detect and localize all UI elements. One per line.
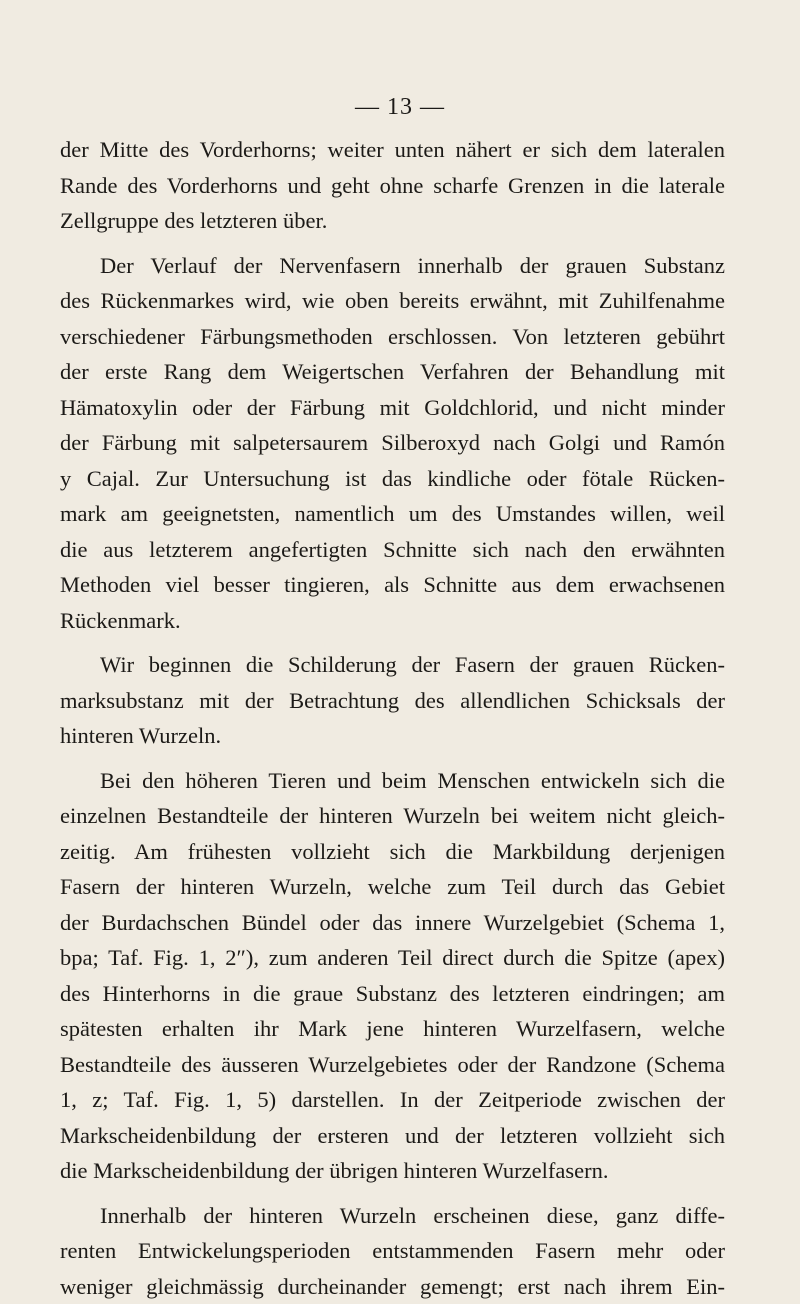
text-line: verschiedener Färbungsmethoden erschlossen. Von letzteren gebührt — [60, 319, 725, 355]
text-line: hinteren Wurzeln. — [60, 718, 725, 754]
text-line: Bestandteile des äusseren Wurzelgebietes oder der Randzone (Schema — [60, 1047, 725, 1083]
text-line: Rande des Vorderhorns und geht ohne scharfe Grenzen in die laterale — [60, 168, 725, 204]
text-line: Zellgruppe des letzteren über. — [60, 203, 725, 239]
text-line: marksubstanz mit der Betrachtung des allendlichen Schicksals der — [60, 683, 725, 719]
text-line: mark am geeignetsten, namentlich um des Umstandes willen, weil — [60, 496, 725, 532]
text-line: Methoden viel besser tingieren, als Schnitte aus dem erwachsenen — [60, 567, 725, 603]
text-line: 1, z; Taf. Fig. 1, 5) darstellen. In der Zeitperiode zwischen der — [60, 1082, 725, 1118]
paragraph — [60, 647, 725, 754]
text-line: Hämatoxylin oder der Färbung mit Goldchlorid, und nicht minder — [60, 390, 725, 426]
text-line: die aus letzterem angefertigten Schnitte sich nach den erwähnten — [60, 532, 725, 568]
text-line: die Markscheidenbildung der übrigen hinteren Wurzelfasern. — [60, 1153, 725, 1189]
text-line: Bei den höheren Tieren und beim Menschen entwickeln sich die — [60, 763, 725, 799]
paragraph — [60, 248, 725, 639]
text-line: Fasern der hinteren Wurzeln, welche zum Teil durch das Gebiet — [60, 869, 725, 905]
text-line: weniger gleichmässig durcheinander gemengt; erst nach ihrem Ein- — [60, 1269, 725, 1304]
page-number: — 13 — — [0, 94, 800, 121]
text-line: bpa; Taf. Fig. 1, 2″), zum anderen Teil direct durch die Spitze (apex) — [60, 940, 725, 976]
text-line: Markscheidenbildung der ersteren und der letzteren vollzieht sich — [60, 1118, 725, 1154]
paragraph — [60, 132, 725, 239]
text-line: der Färbung mit salpetersaurem Silberoxyd nach Golgi und Ramón — [60, 425, 725, 461]
body-text — [60, 132, 725, 1304]
text-line: Rückenmark. — [60, 603, 725, 639]
text-line: y Cajal. Zur Untersuchung ist das kindliche oder fötale Rücken- — [60, 461, 725, 497]
text-line: der erste Rang dem Weigertschen Verfahren der Behandlung mit — [60, 354, 725, 390]
text-line: Wir beginnen die Schilderung der Fasern der grauen Rücken- — [60, 647, 725, 683]
paragraph — [60, 763, 725, 1189]
text-line: zeitig. Am frühesten vollzieht sich die Markbildung derjenigen — [60, 834, 725, 870]
text-line: des Hinterhorns in die graue Substanz des letzteren eindringen; am — [60, 976, 725, 1012]
text-line: renten Entwickelungsperioden entstammenden Fasern mehr oder — [60, 1233, 725, 1269]
text-line: der Burdachschen Bündel oder das innere Wurzelgebiet (Schema 1, — [60, 905, 725, 941]
paragraph — [60, 1198, 725, 1304]
text-line: des Rückenmarkes wird, wie oben bereits erwähnt, mit Zuhilfenahme — [60, 283, 725, 319]
text-line: Der Verlauf der Nervenfasern innerhalb der grauen Substanz — [60, 248, 725, 284]
text-line: einzelnen Bestandteile der hinteren Wurzeln bei weitem nicht gleich- — [60, 798, 725, 834]
text-line: spätesten erhalten ihr Mark jene hinteren Wurzelfasern, welche — [60, 1011, 725, 1047]
text-line: der Mitte des Vorderhorns; weiter unten nähert er sich dem lateralen — [60, 132, 725, 168]
text-line: Innerhalb der hinteren Wurzeln erscheinen diese, ganz diffe- — [60, 1198, 725, 1234]
